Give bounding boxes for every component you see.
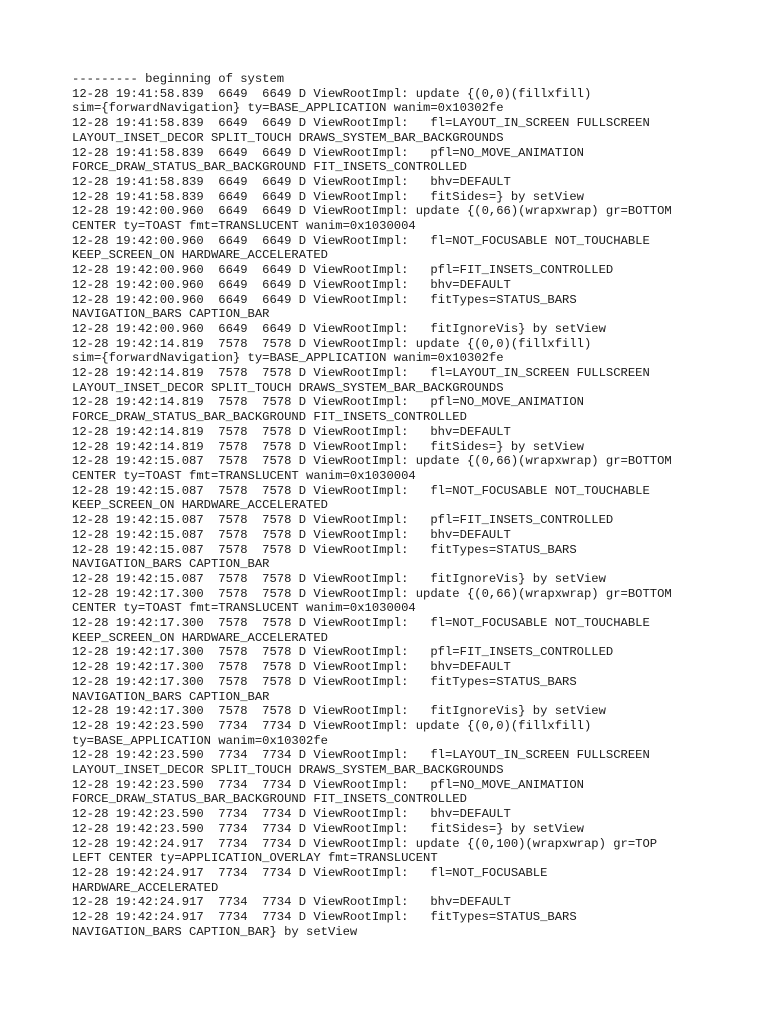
log-line: 12-28 19:42:00.960 6649 6649 D ViewRootImpl: fl=NOT_FOCUSABLE NOT_TOUCHABLE xyxy=(72,233,650,248)
log-line: ty=BASE_APPLICATION wanim=0x10302fe xyxy=(72,733,328,748)
log-line: 12-28 19:41:58.839 6649 6649 D ViewRootImpl: fitSides=} by setView xyxy=(72,189,584,204)
log-line: 12-28 19:42:00.960 6649 6649 D ViewRootImpl: update {(0,66)(wrapxwrap) gr=BOTTOM xyxy=(72,204,672,219)
log-line: 12-28 19:42:15.087 7578 7578 D ViewRootImpl: fitIgnoreVis} by setView xyxy=(72,571,606,586)
log-line: 12-28 19:42:24.917 7734 7734 D ViewRootImpl: bhv=DEFAULT xyxy=(72,895,511,910)
log-line: 12-28 19:42:17.300 7578 7578 D ViewRootImpl: pfl=FIT_INSETS_CONTROLLED xyxy=(72,645,614,660)
log-line: 12-28 19:42:00.960 6649 6649 D ViewRootImpl: pfl=FIT_INSETS_CONTROLLED xyxy=(72,263,614,278)
log-line: KEEP_SCREEN_ON HARDWARE_ACCELERATED xyxy=(72,498,328,513)
log-line: LAYOUT_INSET_DECOR SPLIT_TOUCH DRAWS_SYSTEM_BAR_BACKGROUNDS xyxy=(72,130,504,145)
log-line: 12-28 19:41:58.839 6649 6649 D ViewRootImpl: fl=LAYOUT_IN_SCREEN FULLSCREEN xyxy=(72,116,650,131)
log-line: 12-28 19:42:24.917 7734 7734 D ViewRootImpl: fitTypes=STATUS_BARS xyxy=(72,910,577,925)
log-line: NAVIGATION_BARS CAPTION_BAR xyxy=(72,689,270,704)
log-line: 12-28 19:42:17.300 7578 7578 D ViewRootImpl: bhv=DEFAULT xyxy=(72,660,511,675)
log-line: 12-28 19:42:17.300 7578 7578 D ViewRootImpl: fl=NOT_FOCUSABLE NOT_TOUCHABLE xyxy=(72,616,650,631)
log-line: NAVIGATION_BARS CAPTION_BAR xyxy=(72,557,270,572)
log-line: 12-28 19:42:14.819 7578 7578 D ViewRootImpl: fl=LAYOUT_IN_SCREEN FULLSCREEN xyxy=(72,366,650,381)
log-line: sim={forwardNavigation} ty=BASE_APPLICATION wanim=0x10302fe xyxy=(72,351,504,366)
log-line: 12-28 19:42:23.590 7734 7734 D ViewRootImpl: update {(0,0)(fillxfill) xyxy=(72,718,592,733)
log-line: CENTER ty=TOAST fmt=TRANSLUCENT wanim=0x1030004 xyxy=(72,219,416,234)
log-line: 12-28 19:42:17.300 7578 7578 D ViewRootImpl: update {(0,66)(wrapxwrap) gr=BOTTOM xyxy=(72,586,672,601)
log-line: 12-28 19:42:23.590 7734 7734 D ViewRootImpl: fitSides=} by setView xyxy=(72,821,584,836)
log-line: FORCE_DRAW_STATUS_BAR_BACKGROUND FIT_INSETS_CONTROLLED xyxy=(72,792,467,807)
log-line: FORCE_DRAW_STATUS_BAR_BACKGROUND FIT_INSETS_CONTROLLED xyxy=(72,410,467,425)
log-line: FORCE_DRAW_STATUS_BAR_BACKGROUND FIT_INSETS_CONTROLLED xyxy=(72,160,467,175)
log-line: 12-28 19:42:14.819 7578 7578 D ViewRootImpl: bhv=DEFAULT xyxy=(72,424,511,439)
log-line: 12-28 19:42:14.819 7578 7578 D ViewRootImpl: fitSides=} by setView xyxy=(72,439,584,454)
log-line: LAYOUT_INSET_DECOR SPLIT_TOUCH DRAWS_SYSTEM_BAR_BACKGROUNDS xyxy=(72,763,504,778)
log-line: 12-28 19:42:00.960 6649 6649 D ViewRootImpl: fitTypes=STATUS_BARS xyxy=(72,292,577,307)
log-line: 12-28 19:42:23.590 7734 7734 D ViewRootImpl: bhv=DEFAULT xyxy=(72,807,511,822)
log-line: 12-28 19:42:24.917 7734 7734 D ViewRootImpl: update {(0,100)(wrapxwrap) gr=TOP xyxy=(72,836,658,851)
log-line: 12-28 19:42:17.300 7578 7578 D ViewRootImpl: fitIgnoreVis} by setView xyxy=(72,704,606,719)
log-line: LEFT CENTER ty=APPLICATION_OVERLAY fmt=TRANSLUCENT xyxy=(72,851,438,866)
log-header-line: --------- beginning of system xyxy=(72,72,285,86)
log-line: 12-28 19:42:23.590 7734 7734 D ViewRootImpl: fl=LAYOUT_IN_SCREEN FULLSCREEN xyxy=(72,748,650,763)
log-line: sim={forwardNavigation} ty=BASE_APPLICATION wanim=0x10302fe xyxy=(72,101,504,116)
log-line: 12-28 19:42:15.087 7578 7578 D ViewRootImpl: bhv=DEFAULT xyxy=(72,527,511,542)
log-line: 12-28 19:42:17.300 7578 7578 D ViewRootImpl: fitTypes=STATUS_BARS xyxy=(72,674,577,689)
log-line: 12-28 19:42:14.819 7578 7578 D ViewRootImpl: update {(0,0)(fillxfill) xyxy=(72,336,592,351)
log-line: 12-28 19:42:15.087 7578 7578 D ViewRootImpl: update {(0,66)(wrapxwrap) gr=BOTTOM xyxy=(72,454,672,469)
log-line: 12-28 19:42:24.917 7734 7734 D ViewRootImpl: fl=NOT_FOCUSABLE xyxy=(72,865,548,880)
log-line: KEEP_SCREEN_ON HARDWARE_ACCELERATED xyxy=(72,630,328,645)
log-line: HARDWARE_ACCELERATED xyxy=(72,880,219,895)
log-line: 12-28 19:41:58.839 6649 6649 D ViewRootImpl: update {(0,0)(fillxfill) xyxy=(72,86,592,101)
log-line: NAVIGATION_BARS CAPTION_BAR xyxy=(72,307,270,322)
log-line: 12-28 19:42:15.087 7578 7578 D ViewRootImpl: fitTypes=STATUS_BARS xyxy=(72,542,577,557)
log-line: 12-28 19:42:23.590 7734 7734 D ViewRootImpl: pfl=NO_MOVE_ANIMATION xyxy=(72,777,584,792)
log-line: 12-28 19:42:14.819 7578 7578 D ViewRootImpl: pfl=NO_MOVE_ANIMATION xyxy=(72,395,584,410)
log-line: 12-28 19:41:58.839 6649 6649 D ViewRootImpl: pfl=NO_MOVE_ANIMATION xyxy=(72,145,584,160)
log-line: LAYOUT_INSET_DECOR SPLIT_TOUCH DRAWS_SYSTEM_BAR_BACKGROUNDS xyxy=(72,380,504,395)
log-line: KEEP_SCREEN_ON HARDWARE_ACCELERATED xyxy=(72,248,328,263)
log-body xyxy=(72,72,712,939)
log-line: 12-28 19:41:58.839 6649 6649 D ViewRootImpl: bhv=DEFAULT xyxy=(72,174,511,189)
log-line: 12-28 19:42:00.960 6649 6649 D ViewRootImpl: bhv=DEFAULT xyxy=(72,277,511,292)
log-line: CENTER ty=TOAST fmt=TRANSLUCENT wanim=0x1030004 xyxy=(72,601,416,616)
log-line: 12-28 19:42:15.087 7578 7578 D ViewRootImpl: pfl=FIT_INSETS_CONTROLLED xyxy=(72,513,614,528)
log-page xyxy=(72,72,712,939)
log-line: 12-28 19:42:15.087 7578 7578 D ViewRootImpl: fl=NOT_FOCUSABLE NOT_TOUCHABLE xyxy=(72,483,650,498)
log-line: 12-28 19:42:00.960 6649 6649 D ViewRootImpl: fitIgnoreVis} by setView xyxy=(72,321,606,336)
log-line: NAVIGATION_BARS CAPTION_BAR} by setView xyxy=(72,924,358,939)
log-line: CENTER ty=TOAST fmt=TRANSLUCENT wanim=0x1030004 xyxy=(72,468,416,483)
